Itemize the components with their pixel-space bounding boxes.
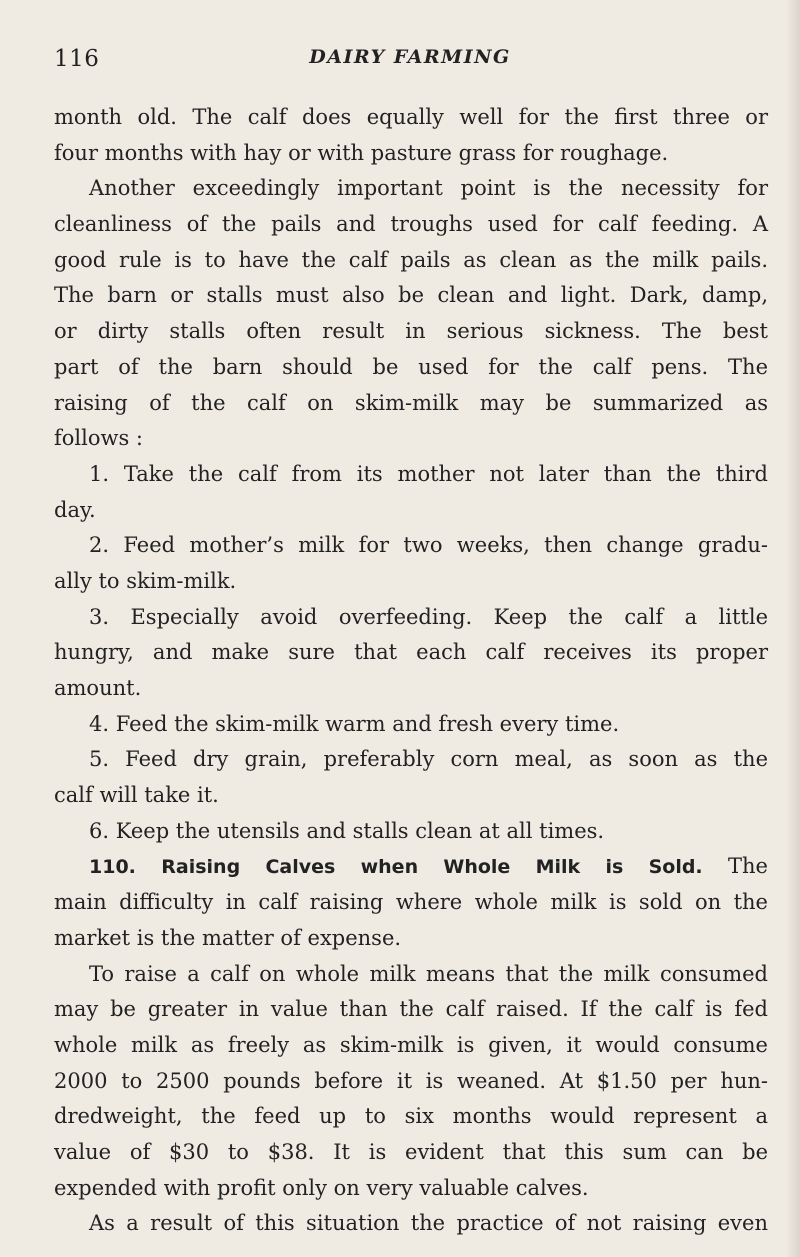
text-line: may be greater in value than the calf raised. If the calf is fed [54,997,768,1022]
text-fragment: The [728,854,768,879]
text-line: 2000 to 2500 pounds before it is weaned. At $1.50 per hun- [54,1068,768,1093]
text-line: expended with profit only on very valuable calves. [54,1175,589,1200]
text-line: The barn or stalls must also be clean and light. Dark, damp, [54,283,768,308]
text-line: To raise a calf on whole milk means that the milk consumed [89,961,768,986]
text-line: cleanliness of the pails and troughs used for calf feeding. A [54,212,768,237]
text-line: hungry, and make sure that each calf receives its proper [54,640,768,665]
text-line: ally to skim-milk. [54,568,237,593]
page-edge-shadow [786,0,800,1257]
text-line: main difficulty in calf raising where whole milk is sold on the [54,890,768,915]
text-line: good rule is to have the calf pails as clean as the milk pails. [54,247,768,272]
list-item-1: 1. Take the calf from its mother not later than the third [89,461,768,486]
text-line: or dirty stalls often result in serious sickness. The best [54,319,768,344]
text-line: market is the matter of expense. [54,925,402,950]
text-line: part of the barn should be used for the calf pens. The [54,354,768,379]
text-line: follows : [54,426,143,451]
page-number: 116 [54,46,100,72]
section-heading-line [54,849,768,885]
running-head: DAIRY FARMING [309,46,511,68]
body-text [54,100,768,1242]
text-line: amount. [54,676,142,700]
text-line: raising of the calf on skim-milk may be summarized as [54,390,768,415]
text-line: month old. The calf does equally well for the first three or [54,105,768,129]
text-line: As a result of this situation the practice of not raising even [89,1211,768,1236]
list-item-6: 6. Keep the utensils and stalls clean at all times. [89,818,605,843]
list-item-4: 4. Feed the skim-milk warm and fresh every time. [89,711,620,736]
list-item-2: 2. Feed mother’s milk for two weeks, then change gradu- [89,533,768,558]
section-number: 110. [89,856,136,879]
text-line: calf will take it. [54,783,219,808]
list-item-5: 5. Feed dry grain, preferably corn meal, as soon as the [89,747,768,772]
text-line: whole milk as freely as skim-milk is given, it would consume [54,1032,768,1057]
text-line: four months with hay or with pasture grass for roughage. [54,140,669,165]
list-item-3: 3. Especially avoid overfeeding. Keep the calf a little [89,604,768,629]
section-title: Raising Calves when Whole Milk is Sold. [161,856,703,879]
page-header [54,46,766,76]
text-line: Another exceedingly important point is the necessity for [89,176,768,201]
text-line: day. [54,497,96,522]
text-line: value of $30 to $38. It is evident that this sum can be [54,1139,768,1164]
text-line: dredweight, the feed up to six months would represent a [54,1104,768,1129]
